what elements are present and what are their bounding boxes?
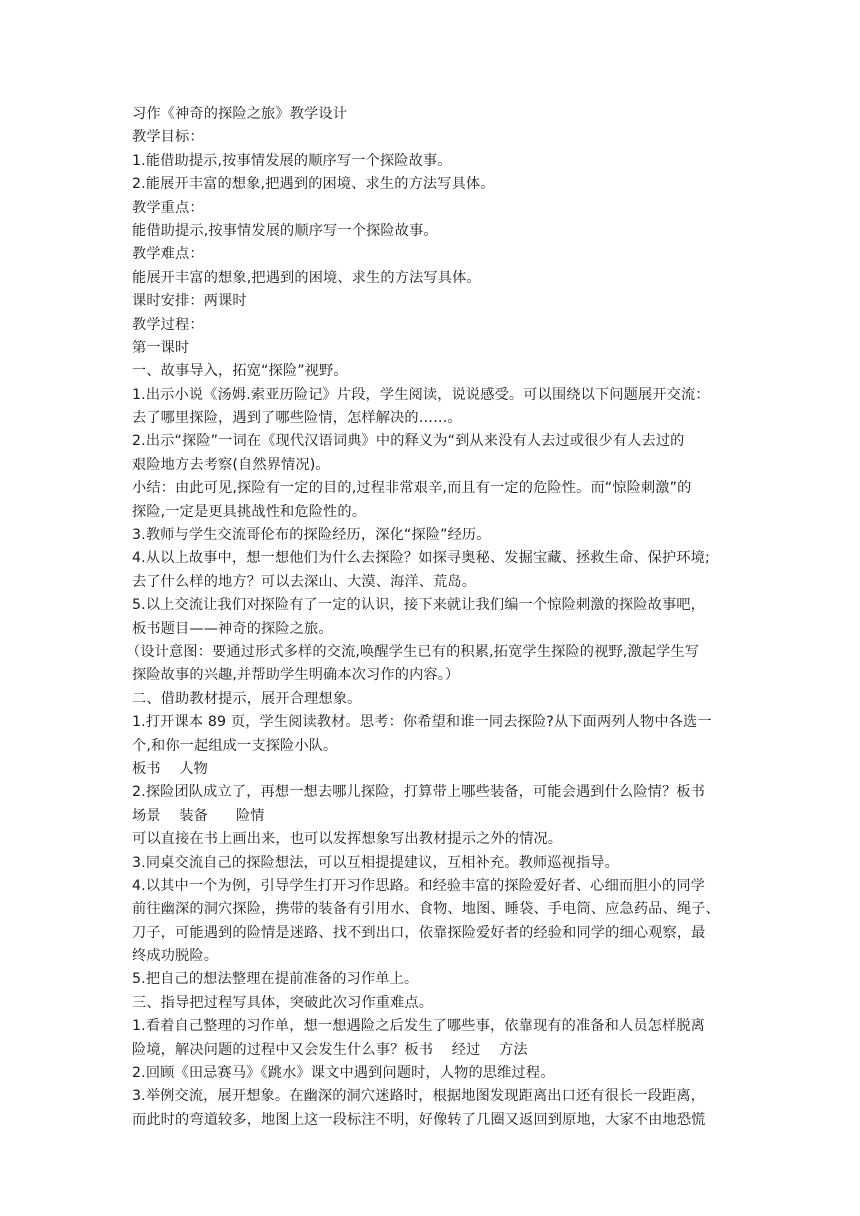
text-line: 能借助提示,按事情发展的顺序写一个探险故事。 [132,222,438,239]
text-line: 1.看着自己整理的习作单，想一想遇险之后发生了哪些事，依靠现有的准备和人员怎样脱离 [132,1018,706,1035]
text-line: 三、指导把过程写具体，突破此次习作重难点。 [132,994,434,1011]
text-line: 4.从以上故事中，想一想他们为什么去探险？如探寻奥秘、发掘宝藏、拯救生命、保护环境; [132,550,710,567]
text-line: 个,和你一起组成一支探险小队。 [132,737,338,754]
text-line: 5.以上交流让我们对探险有了一定的认识，接下来就让我们编一个惊险刺激的探险故事吧， [132,597,706,614]
text-line: 教学目标： [132,129,204,146]
text-line: 2.探险团队成立了，再想一想去哪儿探险，打算带上哪些装备，可能会遇到什么险情？板书 [132,784,706,801]
document-title: 习作《神奇的探险之旅》教学设计 [132,106,348,122]
text-line: 2.出示“探险”一词在《现代汉语词典》中的释义为“到从来没有人去过或很少有人去过的 [132,433,685,450]
text-line: 险境，解决问题的过程中又会发生什么事？板书 经过 方法 [132,1041,528,1058]
text-line: 2.能展开丰富的想象,把遇到的困境、求生的方法写具体。 [132,176,495,193]
text-line: 2.回顾《田忌赛马》《跳水》课文中遇到问题时，人物的思维过程。 [132,1065,555,1082]
text-line: 课时安排：两课时 [132,293,247,310]
text-line: 去了哪里探险，遇到了哪些险情，怎样解决的……。 [132,410,462,427]
text-line: 教学过程： [132,316,204,333]
text-line: 3.同桌交流自己的探险想法，可以互相提提建议，互相补充。教师巡视指导。 [132,854,619,871]
text-line: 教学难点： [132,246,204,263]
text-line: 第一课时 [132,339,190,356]
text-line: 而此时的弯道较多，地图上这一段标注不明，好像转了几圈又返回到原地，大家不由地恐慌 [132,1111,706,1128]
text-line: 教学重点： [132,199,204,216]
text-line: 5.把自己的想法整理在提前准备的习作单上。 [132,971,419,988]
text-line: 刀子，可能遇到的险情是迷路、找不到出口，依靠探险爱好者的经验和同学的细心观察，最 [132,924,706,941]
text-line: 1.出示小说《汤姆.索亚历险记》片段，学生阅读，说说感受。可以围绕以下问题展开交流： [132,386,710,403]
text-line: 场景 装备 险情 [132,807,265,824]
text-line: 小结：由此可见,探险有一定的目的,过程非常艰辛,而且有一定的危险性。而“惊险刺激”的 [132,480,692,497]
text-line: 板书题目——神奇的探险之旅。 [132,620,333,637]
text-line: 可以直接在书上画出来，也可以发挥想象写出教材提示之外的情况。 [132,831,563,848]
text-line: 二、借助教材提示，展开合理想象。 [132,690,362,707]
text-line: 探险,一定是更具挑战性和危险性的。 [132,503,367,520]
text-line: （设计意图：要通过形式多样的交流,唤醒学生已有的积累,拓宽学生探险的视野,激起学生写 [126,643,700,660]
document-body [126,103,738,1132]
text-line: 去了什么样的地方？可以去深山、大漠、海洋、荒岛。 [132,573,477,590]
text-line: 一、故事导入，拓宽“探险”视野。 [132,363,348,380]
text-line: 1.能借助提示,按事情发展的顺序写一个探险故事。 [132,152,452,169]
text-line: 艰险地方去考察(自然界情况)。 [132,456,330,473]
text-line: 板书 人物 [132,760,208,777]
text-line: 终成功脱险。 [132,948,219,965]
text-line: 探险故事的兴趣,并帮助学生明确本次习作的内容。） [132,667,460,684]
text-line: 1.打开课本 89 页，学生阅读教材。思考：你希望和谁一同去探险?从下面两列人物中各选一 [132,714,712,731]
text-line: 3.教师与学生交流哥伦布的探险经历，深化“探险”经历。 [132,527,491,544]
text-line: 前往幽深的洞穴探险，携带的装备有引用水、食物、地图、睡袋、手电筒、应急药品、绳子、 [132,901,720,918]
text-line: 能展开丰富的想象,把遇到的困境、求生的方法写具体。 [132,269,481,286]
text-line: 4.以其中一个为例，引导学生打开习作思路。和经验丰富的探险爱好者、心细而胆小的同学 [132,877,706,894]
text-line: 3.举例交流，展开想象。在幽深的洞穴迷路时，根据地图发现距离出口还有很长一段距离， [132,1088,706,1105]
